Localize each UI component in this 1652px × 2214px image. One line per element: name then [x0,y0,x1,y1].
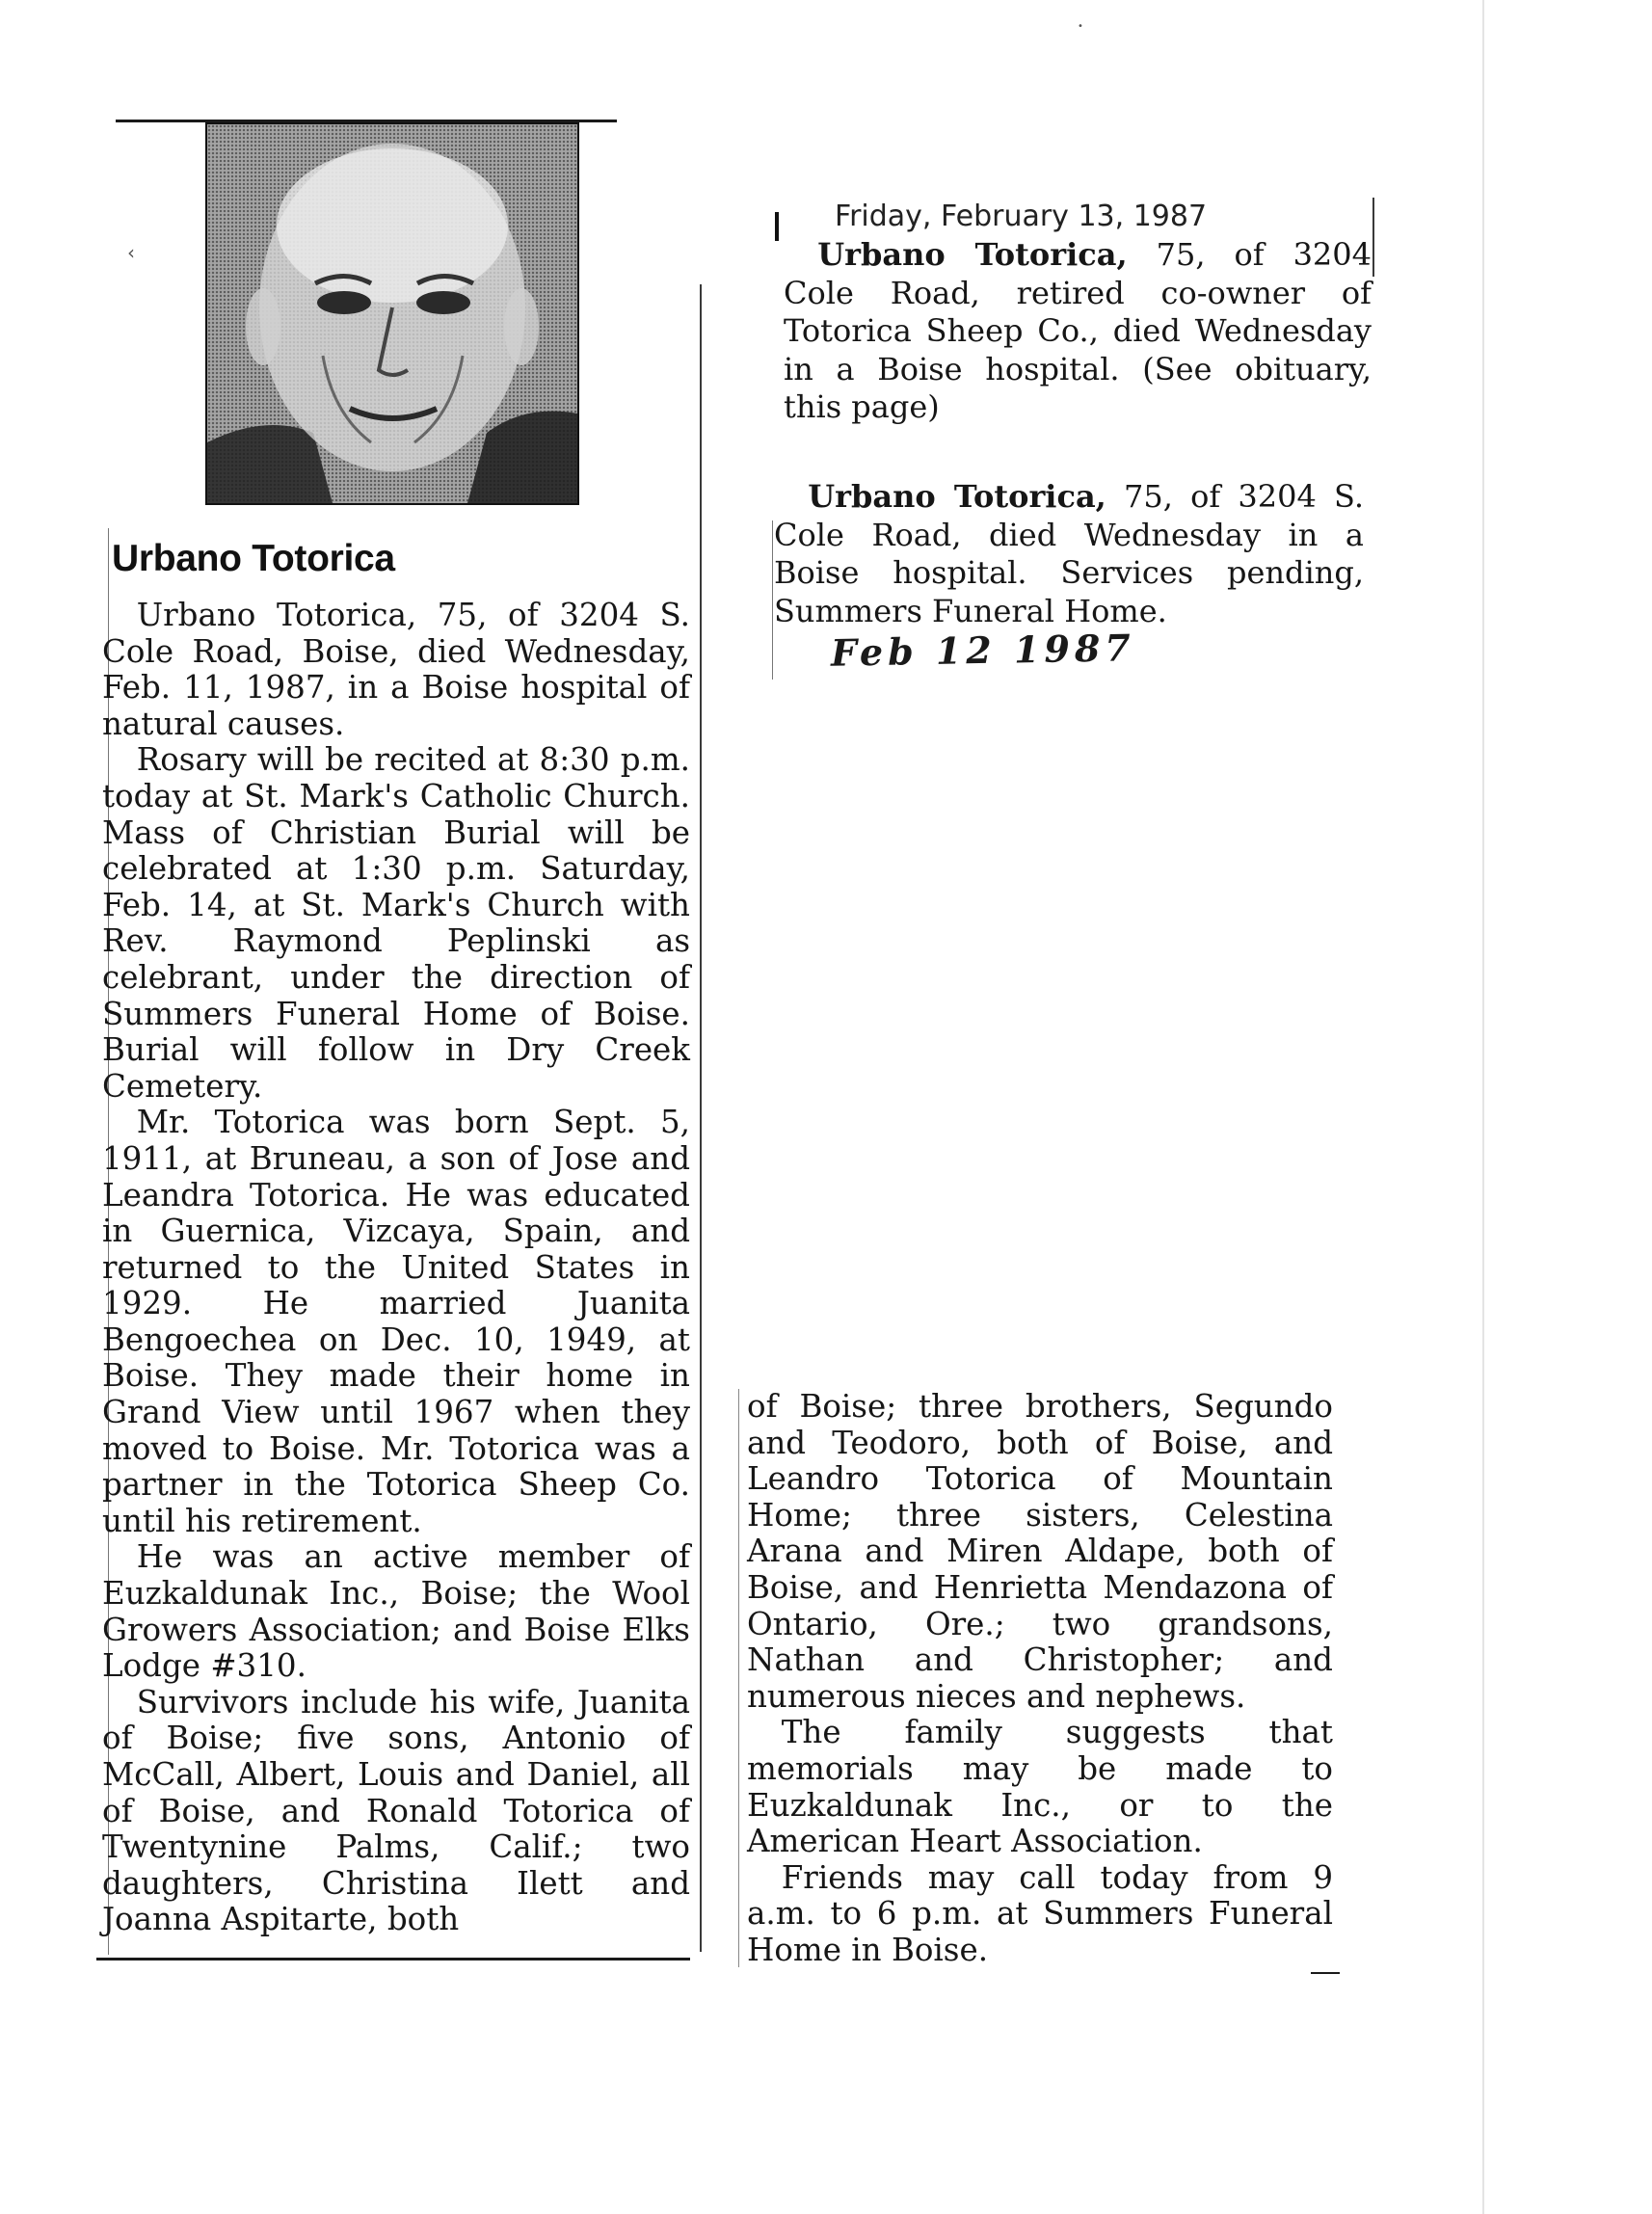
obituary-paragraph: Survivors include his wife, Juanita of Boise; five sons, Antonio of McCall, Albert, Louis and Daniel, all of Boise, and Ronald Totorica of Twentynine Palms, Calif.; two daughters, Christina Ilett and Joanna Aspitarte, both [102,1683,690,1938]
short-notice-2 [774,478,1364,630]
obituary-continuation: of Boise; three brothers, Segundo and Teodoro, both of Boise, and Leandro Totorica of Mountain Home; three sisters, Celestina Arana and Miren Aldape, both of Boise, and Henrietta Mendazona of Ontario, Ore.; two grandsons, Nathan and Christopher; and numerous nieces and nephews. [747,1388,1333,1715]
scan-mark: • [1078,21,1083,32]
notice-name: Urbano Totorica, [817,236,1128,273]
obituary-paragraph: Friends may call today from 9 a.m. to 6 p.m. at Summers Funeral Home in Boise. [747,1858,1333,1968]
obituary-headline: Urbano Totorica [112,538,395,579]
obituary-left-column [102,598,690,1938]
obituary-paragraph: Mr. Totorica was born Sept. 5, 1911, at Bruneau, a son of Jose and Leandra Totorica. He was educated in Guernica, Vizcaya, Spain, and returned to the United States in 1929. He married Juanita Bengoechea on Dec. 10, 1949, at Boise. They made their home in Grand View until 1967 when they moved to Boise. Mr. Totorica was a partner in the Totorica Sheep Co. until his retirement. [102,1104,690,1539]
notice-text: 75, of 3204 S. Cole Road, died Wednesday in a Boise hospital. Services pending, Summers Funeral Home. [774,478,1365,629]
notice-dateline: Friday, February 13, 1987 [835,200,1208,233]
obituary-paragraph: He was an active member of Euzkaldunak Inc., Boise; the Wool Growers Association; and Boise Elks Lodge #310. [102,1538,690,1685]
obituary-paragraph: The family suggests that memorials may be made to Euzkaldunak Inc., or to the American Heart Association. [747,1714,1333,1860]
short-notice-1 [784,236,1372,427]
obituary-paragraph: Rosary will be recited at 8:30 p.m. today at St. Mark's Catholic Church. Mass of Christian Burial will be celebrated at 1:30 p.m. Saturday, Feb. 14, at St. Mark's Church with Rev. Raymond Peplinski as celebrant, under the direction of Summers Funeral Home of Boise. Burial will follow in Dry Creek Cemetery. [102,741,690,1105]
obituary-paragraph: Urbano Totorica, 75, of 3204 S. Cole Road, Boise, died Wednesday, Feb. 11, 1987, in a Boise hospital of natural causes. [102,597,690,742]
notice-left-border [775,212,779,241]
notice2-border [772,520,773,680]
bottom-rule-right [1311,1972,1340,1974]
continuation-border [738,1389,739,1967]
portrait-photo [205,122,579,505]
handwritten-date: Feb 12 1987 [830,626,1136,675]
notice-text: 75, of 3204 Cole Road, retired co-owner of Totorica Sheep Co., died Wednesday in a Boise hospital. (See obituary, this page) [784,236,1372,426]
notice-right-border [1372,198,1374,277]
notice-name: Urbano Totorica, [808,478,1106,515]
bottom-rule-left [96,1958,690,1961]
scan-page-edge [1482,0,1484,2214]
scan-mark: ‹ [127,241,135,264]
obituary-right-column [747,1389,1333,1969]
right-column-border [700,284,702,1952]
